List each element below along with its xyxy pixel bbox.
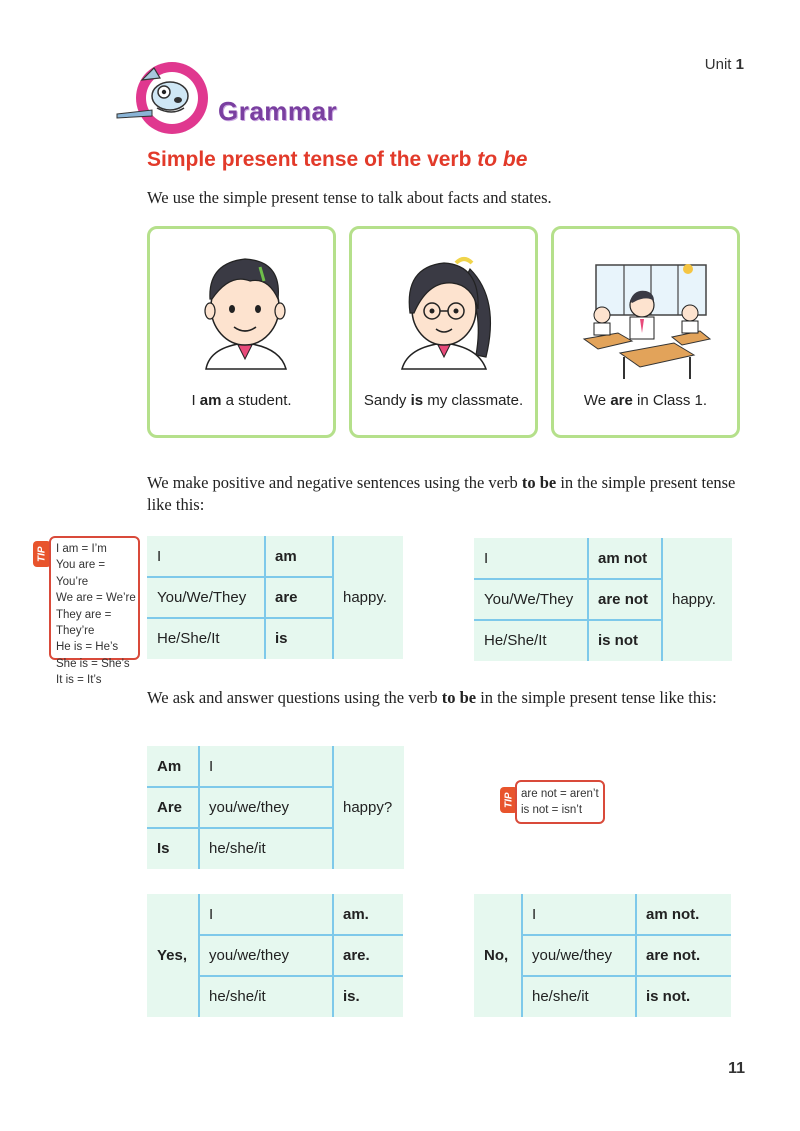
- subject-cell: You/We/They: [475, 579, 589, 620]
- complement-cell: happy.: [343, 589, 387, 606]
- verb-cell: am.: [333, 895, 403, 936]
- verb-cell: Am: [148, 747, 200, 788]
- tip-box-negative-contractions: [515, 780, 605, 824]
- subject-cell: he/she/it: [199, 976, 333, 1017]
- picture-caption-classmate: Sandy is my classmate.: [363, 392, 524, 409]
- short-answers-no-table: [474, 894, 731, 1017]
- tip-box-contractions: [49, 536, 140, 687]
- unit-number: 1: [735, 56, 744, 73]
- answer-cell: Yes,: [148, 895, 200, 1017]
- answer-cell: No,: [475, 895, 523, 1017]
- subject-cell: You/We/They: [148, 577, 266, 618]
- tip-line: is not = isn’t: [521, 804, 583, 817]
- page-number: 11: [728, 1060, 745, 1077]
- classroom-illustration-icon: [554, 229, 743, 389]
- verb-cell: is: [265, 618, 333, 659]
- subject-cell: you/we/they: [522, 935, 636, 976]
- tip-line: are not = aren’t: [521, 788, 599, 800]
- subject-cell: I: [199, 895, 333, 936]
- verb-cell: am not: [588, 539, 662, 580]
- tip-flag-contractions: TIP: [33, 541, 51, 567]
- subject-cell: He/She/It: [148, 618, 266, 659]
- table-row: [475, 539, 732, 580]
- verb-cell: Are: [148, 787, 200, 828]
- table-row: [475, 895, 731, 936]
- verb-cell: is not: [588, 620, 662, 661]
- verb-cell: are not: [588, 579, 662, 620]
- complement-cell: happy?: [343, 799, 393, 816]
- table-row: [148, 537, 403, 578]
- picture-card-student: [147, 226, 336, 438]
- tip-line: He is = He’s: [56, 641, 119, 654]
- questions-intro-text: We ask and answer questions using the verb to be in the simple present tense like this:: [147, 688, 717, 707]
- subject-cell: I: [522, 895, 636, 936]
- verb-cell: is.: [343, 988, 360, 1005]
- tip-line: We are = We’re: [56, 592, 136, 605]
- complement-cell: happy.: [672, 591, 716, 608]
- lesson-title: Simple present tense of the verb to be: [147, 148, 528, 171]
- picture-caption-class: We are in Class 1.: [583, 392, 708, 409]
- short-answers-yes-table: [147, 894, 403, 1017]
- tip-line: She is = She’s: [56, 657, 130, 670]
- subject-cell: you/we/they: [199, 787, 333, 828]
- table-row: [148, 895, 403, 936]
- subject-cell: he/she/it: [522, 976, 636, 1017]
- tip-line: They are = They’re: [56, 608, 112, 638]
- section-title: Grammar: [218, 96, 338, 126]
- verb-cell: Is: [148, 828, 200, 869]
- verb-cell: are: [265, 577, 333, 618]
- verb-cell: are not.: [636, 935, 731, 976]
- picture-card-class: [551, 226, 740, 438]
- subject-cell: I: [148, 537, 266, 578]
- verb-cell: am: [265, 537, 333, 578]
- verb-cell: is not.: [646, 988, 691, 1005]
- subject-cell: I: [475, 539, 589, 580]
- subject-cell: you/we/they: [199, 935, 333, 976]
- positive-statements-table: [147, 536, 403, 659]
- intro-text: We use the simple present tense to talk about facts and states.: [147, 188, 552, 207]
- grammar-mascot-logo-icon: [112, 58, 222, 140]
- questions-table: [147, 746, 404, 869]
- verb-cell: are.: [333, 935, 403, 976]
- picture-card-classmate: [349, 226, 538, 438]
- tip-line: It is = It’s: [56, 674, 102, 687]
- girl-classmate-illustration-icon: [352, 229, 541, 389]
- subject-cell: he/she/it: [199, 828, 333, 869]
- unit-label: Unit 1: [704, 56, 744, 73]
- boy-student-illustration-icon: [150, 229, 339, 389]
- negative-statements-table: [474, 538, 732, 661]
- subject-cell: He/She/It: [475, 620, 589, 661]
- table-row: [148, 747, 404, 788]
- statements-intro-text: We make positive and negative sentences using the verb to be in the simple present tense like this:: [147, 473, 736, 514]
- tip-flag-negative-contractions: TIP: [500, 787, 518, 813]
- verb-cell: am not.: [636, 895, 731, 936]
- subject-cell: I: [199, 747, 333, 788]
- tip-line: I am = I’m: [56, 543, 107, 555]
- picture-caption-student: I am a student.: [191, 392, 292, 409]
- tip-line: You are = You’re: [56, 559, 106, 588]
